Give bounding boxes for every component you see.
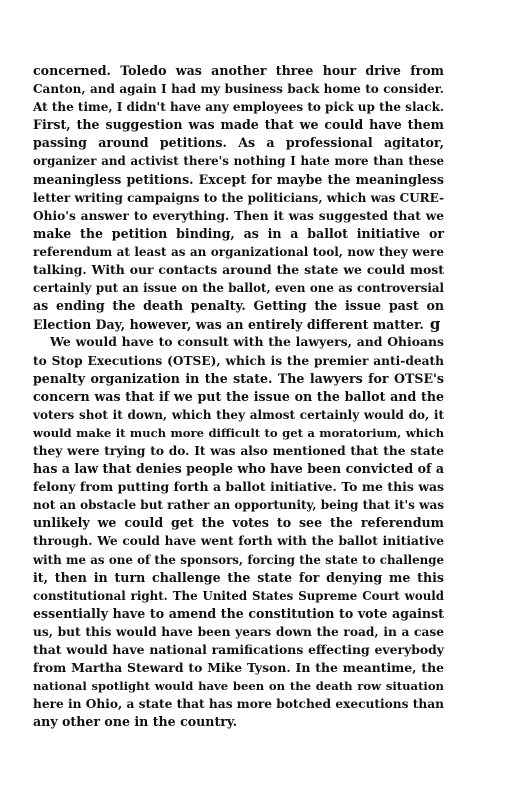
- body-text: [33, 62, 444, 731]
- paragraph-1: [33, 62, 444, 333]
- text-line: make the petition binding, as in a ballot initiative or: [33, 225, 444, 241]
- text-line: felony from putting forth a ballot initiative. To me this was: [33, 479, 444, 495]
- text-line: passing around petitions. As a professional agitator,: [33, 135, 444, 151]
- text-line: not an obstacle but rather an opportunity, being that it's was: [33, 498, 444, 513]
- text-line: it, then in turn challenge the state for denying me this: [33, 569, 444, 585]
- text-line: voters shot it down, which they almost certainly would do, it: [33, 407, 444, 422]
- text-line: organizer and activist there's nothing I hate more than these: [33, 154, 444, 169]
- text-line: from Martha Steward to Mike Tyson. In the meantime, the: [33, 660, 444, 676]
- text-line: letter writing campaigns to the politicians, which was CURE-: [33, 190, 444, 205]
- text-line: that would have national ramifications effecting everybody: [33, 642, 444, 657]
- text-line: certainly put an issue on the ballot, even one as controversial: [33, 281, 444, 296]
- text-line-last: [33, 315, 444, 333]
- text-line: meaningless petitions. Except for maybe the meaningless: [33, 171, 444, 187]
- text-line: has a law that denies people who have been convicted of a: [33, 461, 444, 477]
- text-line: constitutional right. The United States Supreme Court would: [33, 588, 444, 603]
- text-line-last: any other one in the country.: [33, 714, 238, 730]
- text-line: through. We could have went forth with the ballot initiative: [33, 534, 444, 549]
- text-line: referendum at least as an organizational tool, now they were: [33, 244, 444, 259]
- text-line: Ohio's answer to everything. Then it was suggested that we: [33, 208, 444, 223]
- text-line: concern was that if we put the issue on the ballot and the: [33, 388, 444, 404]
- text-line: Canton, and again I had my business back home to consider.: [33, 82, 444, 97]
- text-line: would make it much more difficult to get a moratorium, which: [33, 425, 444, 440]
- text-line: they were trying to do. It was also mentioned that the state: [33, 443, 444, 458]
- text-line: national spotlight would have been on the death row situation: [33, 679, 444, 694]
- text-line: penalty organization in the state. The lawyers for OTSE's: [33, 370, 444, 386]
- text-line: to Stop Executions (OTSE), which is the premier anti-death: [33, 353, 444, 368]
- paragraph-2: [33, 333, 444, 731]
- text-line: concerned. Toledo was another three hour drive from: [33, 63, 444, 78]
- text-line: unlikely we could get the votes to see the referendum: [33, 515, 444, 531]
- text-line-indented: We would have to consult with the lawyers, and Ohioans: [50, 334, 444, 350]
- text-line: At the time, I didn't have any employees to pick up the slack.: [33, 100, 445, 115]
- text-line: with me as one of the sponsors, forcing the state to challenge: [33, 552, 444, 567]
- text-line: here in Ohio, a state that has more botched executions than: [33, 697, 444, 712]
- text-line: as ending the death penalty. Getting the issue past on: [33, 298, 444, 314]
- text-line: us, but this would have been years down the road, in a case: [33, 624, 444, 639]
- text-line: essentially have to amend the constitution to vote against: [33, 605, 444, 621]
- text-line-content: Election Day, however, was an entirely different matter.: [33, 317, 424, 333]
- text-line: talking. With our contacts around the state we could most: [33, 262, 444, 278]
- section-end-mark: g: [429, 315, 441, 334]
- text-line: First, the suggestion was made that we could have them: [33, 117, 444, 133]
